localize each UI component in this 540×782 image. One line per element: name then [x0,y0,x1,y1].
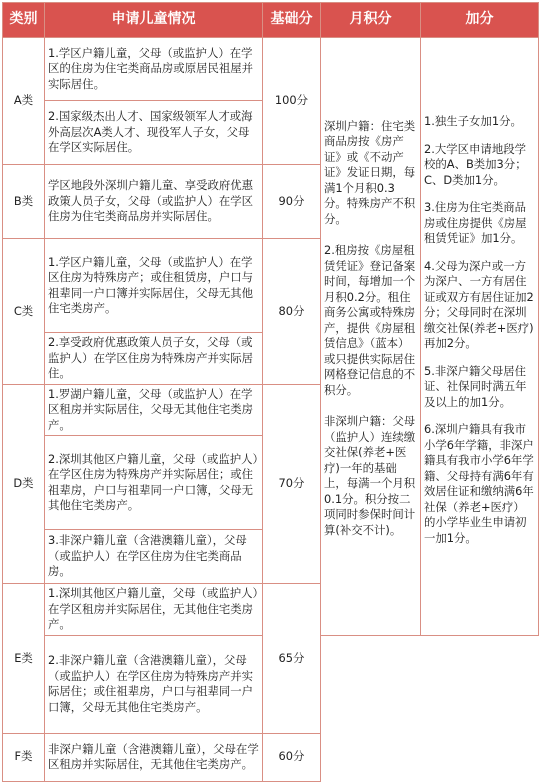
base-score: 60分 [263,733,321,781]
monthly-rental: 2.租房按《房屋租赁凭证》登记备案时间，每增加一个月积0.2分。租住商务公寓或特殊房产，提供《房屋租赁信息》（蓝本）或只提供实际居住网格登记信息的不积分。 [324,243,416,397]
condition-cell: 2.享受政府优惠政策人员子女，父母（或监护人）在学区住房为特殊房产并实际居住。 [45,333,263,385]
bonus-item: 1.独生子女加1分。 [424,114,522,129]
bonus-item: 3.住房为住宅类商品房或住房提供《房屋租赁凭证》加1分。 [424,200,527,246]
bonus-points-cell [421,38,539,636]
header-monthly-points: 月积分 [321,3,421,38]
header-conditions: 申请儿童情况 [45,3,263,38]
condition-cell: 2.国家级杰出人才、国家级领军人才或海外高层次A类人才、现役军人子女，父母在学区实际居住。 [45,101,263,165]
category-label: E类 [3,584,45,734]
category-label: A类 [3,38,45,165]
condition-cell: 1.深圳其他区户籍儿童，父母（或监护人）在学区租房并实际居住，无其他住宅类房产。 [45,584,263,636]
base-score: 70分 [263,384,321,584]
bonus-item: 2.大学区申请地段学校的A、B类加3分；C、D类加1分。 [424,141,527,187]
category-label: D类 [3,384,45,584]
condition-cell: 1.学区户籍儿童，父母（或监护人）在学区住房为特殊房产；或住租赁房，户口与祖辈同一户口簿并实际居住，父母无其他住宅类房产。 [45,239,263,333]
bonus-item: 6.深圳户籍具有我市小学6年学籍，非深户籍具有我市小学6年学籍、父母持有满6年有效居住证和缴纳满6年社保（养老+医疗）的小学毕业生申请初一加1分。 [424,422,534,545]
bonus-item: 5.非深户籍父母居住证、社保同时满五年及以上的加1分。 [424,363,527,409]
monthly-non-local: 非深圳户籍：父母（监护人）连续缴交社保(养老+医疗)一年的基础上，每满一个月积0.1分。积分按二项同时参保时间计算(补交不计)。 [324,414,416,537]
condition-cell: 1.学区户籍儿童，父母（或监护人）在学区的住房为住宅类商品房或原居民祖屋并实际居住。 [45,38,263,101]
base-score: 65分 [263,584,321,734]
header-category: 类别 [3,3,45,38]
condition-cell: 1.罗湖户籍儿童，父母（或监护人）在学区租房并实际居住，父母无其他住宅类房产。 [45,384,263,436]
base-score: 90分 [263,165,321,239]
header-bonus-points: 加分 [421,3,539,38]
monthly-local-hukou: 深圳户籍：住宅类商品房按《房产证》或《不动产证》发证日期，每满1个月积0.3分。特殊房产不积分。 [324,118,416,226]
points-table [2,2,539,782]
condition-cell: 2.非深户籍儿童（含港澳籍儿童），父母（或监护人）在学区住房为特殊房产并实际居住；或住祖辈房，户口与祖辈同一户口簿，父母无其他住宅类房产。 [45,635,263,733]
category-label: F类 [3,733,45,781]
condition-cell: 学区地段外深圳户籍儿童、享受政府优惠政策人员子女，父母（或监护人）在学区住房为住宅类商品房并实际居住。 [45,165,263,239]
monthly-points-cell [321,38,421,636]
header-row [3,3,539,38]
table-row [3,733,539,781]
header-base-score: 基础分 [263,3,321,38]
condition-cell: 2.深圳其他区户籍儿童，父母（或监护人）在学区住房为特殊房产并实际居住；或住祖辈房，户口与祖辈同一户口簿，父母无其他住宅类房产。 [45,436,263,530]
category-label: C类 [3,239,45,385]
base-score: 80分 [263,239,321,385]
bonus-item: 4.父母为深户或一方为深户、一方有居住证或双方有居住证加2分；父母同时在深圳缴交社保(养老+医疗)再加2分。 [424,258,534,351]
condition-cell: 3.非深户籍儿童（含港澳籍儿童），父母（或监护人）在学区住房为住宅类商品房。 [45,530,263,584]
condition-cell: 非深户籍儿童（含港澳籍儿童），父母在学区租房并实际居住，无其他住宅类房产。 [45,733,263,781]
category-label: B类 [3,165,45,239]
table-row [3,38,539,101]
base-score: 100分 [263,38,321,165]
